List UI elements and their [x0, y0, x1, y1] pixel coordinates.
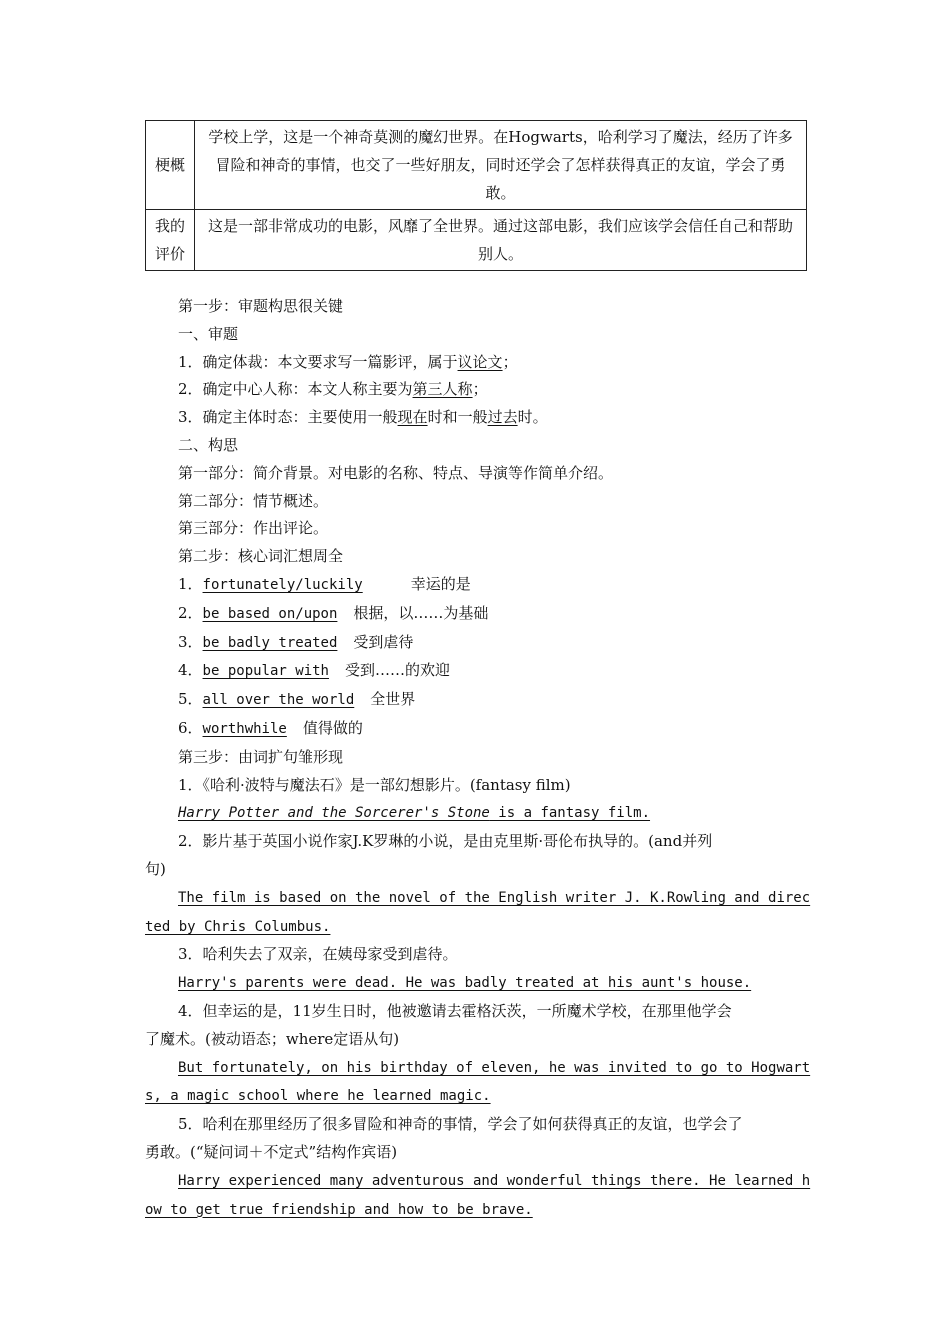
blank-answer: 第三人称	[412, 380, 473, 399]
vocab-cn: 幸运的是	[410, 574, 471, 593]
outline-part: 第二部分：情节概述。	[178, 491, 329, 510]
item-text: 2．确定中心人称：本文人称主要为	[178, 380, 413, 399]
row-label-text: 我的评价	[154, 217, 185, 263]
vocab-item	[145, 715, 807, 744]
sentence-en-text: But fortunately, on his birthday of eleven, he was invited to go to Hogwart	[178, 1059, 811, 1076]
sentence-cn-text: 句)	[145, 859, 166, 878]
section-heading: 一、审题	[178, 324, 239, 343]
sentence-cn	[145, 998, 807, 1026]
sentence-cn-text: 勇敢。(“疑问词＋不定式”结构作宾语)	[145, 1142, 398, 1161]
vocab-item	[145, 686, 807, 715]
vocab-item	[145, 571, 807, 600]
sentence-cn-text: 4．但幸运的是，11岁生日时，他被邀请去霍格沃茨，一所魔术学校，在那里他学会	[178, 1001, 732, 1020]
vocab-en: be based on/upon	[202, 605, 338, 622]
vocab-item	[145, 657, 807, 686]
list-item	[145, 349, 807, 377]
sentence-en	[145, 1082, 807, 1111]
list-item	[145, 404, 807, 432]
table-row	[146, 210, 807, 271]
sentence-cn-text: 3．哈利失去了双亲，在姨母家受到虐待。	[178, 945, 458, 964]
film-title: Harry Potter and the Sorcerer's Stone	[178, 805, 490, 822]
vocab-num: 3．	[178, 632, 203, 651]
sentence-cn-text: 5．哈利在那里经历了很多冒险和神奇的事情，学会了如何获得真正的友谊，也学会了	[178, 1115, 743, 1134]
vocab-num: 2．	[178, 603, 203, 622]
step1-title: 第一步：审题构思很关键	[178, 297, 344, 315]
vocab-en: be popular with	[202, 663, 329, 680]
sentence-en-text: Harry experienced many adventurous and wonderful things there. He learned h	[178, 1172, 811, 1189]
item-text: 3．确定主体时态：主要使用一般	[178, 408, 398, 427]
sentence-en-text: is a fantasy film.	[489, 805, 651, 822]
item-text: 时。	[517, 408, 548, 427]
sentence-en-text: Harry's parents were dead. He was badly treated at his aunt's house.	[178, 975, 752, 992]
vocab-en: be badly treated	[202, 634, 338, 651]
vocab-cn: 受到……的欢迎	[344, 661, 450, 680]
list-item	[145, 376, 807, 404]
sentence-en-text: The film is based on the novel of the English writer J. K.Rowling and direc	[178, 889, 811, 906]
row-content: 学校上学，这是一个神奇莫测的魔幻世界。在Hogwarts，哈利学习了魔法，经历了许多冒险和神奇的事情，也交了一些好朋友，同时还学会了怎样获得真正的友谊，学会了勇敢。	[195, 121, 807, 210]
sentence-en-text: ted by Chris Columbus.	[145, 918, 331, 935]
vocab-item	[145, 629, 807, 658]
document-page	[145, 120, 811, 1224]
row-label: 梗概	[146, 121, 195, 210]
vocab-num: 1．	[178, 574, 203, 593]
vocab-num: 5．	[178, 690, 203, 709]
summary-table	[145, 120, 807, 271]
vocab-en: fortunately/luckily	[202, 576, 363, 593]
item-text: 1．确定体裁：本文要求写一篇影评，属于	[178, 352, 458, 371]
sentence-cn	[145, 828, 807, 856]
step3-title: 第三步：由词扩句雏形现	[178, 747, 344, 766]
sentence-cn-text: 1．《哈利·波特与魔法石》是一部幻想影片。(fantasy film)	[178, 775, 571, 794]
blank-answer: 过去	[487, 408, 518, 427]
sentence-en	[145, 1167, 811, 1196]
section-heading: 二、构思	[178, 435, 239, 454]
outline-part: 第一部分：简介背景。对电影的名称、特点、导演等作简单介绍。	[178, 463, 614, 482]
row-content: 这是一部非常成功的电影，风靡了全世界。通过这部电影，我们应该学会信任自己和帮助别人。	[195, 210, 807, 271]
vocab-cn: 根据，以……为基础	[353, 603, 489, 622]
vocab-item	[145, 600, 807, 629]
vocab-num: 6．	[178, 718, 203, 737]
blank-answer: 议论文	[457, 352, 503, 371]
item-text: ；	[502, 352, 518, 371]
vocab-en: all over the world	[202, 692, 355, 709]
outline-part: 第三部分：作出评论。	[178, 519, 329, 538]
sentence-en	[145, 969, 807, 998]
document-body	[145, 293, 811, 1224]
item-text: ；	[472, 380, 488, 399]
step2-title: 第二步：核心词汇想周全	[178, 547, 344, 566]
vocab-cn: 全世界	[370, 690, 416, 709]
sentence-cn-text: 2．影片基于英国小说作家J.K罗琳的小说，是由克里斯·哥伦布执导的。(and并列	[178, 832, 713, 851]
vocab-cn: 受到虐待	[353, 632, 414, 651]
sentence-en	[145, 884, 811, 913]
sentence-cn	[145, 1026, 807, 1054]
table-row	[146, 121, 807, 210]
sentence-en	[145, 1054, 811, 1083]
sentence-cn	[145, 772, 807, 800]
sentence-en	[145, 799, 807, 828]
item-text: 时和一般	[427, 408, 488, 427]
sentence-cn	[145, 856, 807, 884]
vocab-en: worthwhile	[202, 720, 287, 737]
sentence-cn	[145, 1139, 807, 1167]
row-label	[146, 210, 195, 271]
sentence-en-text: ow to get true friendship and how to be brave.	[145, 1201, 533, 1218]
vocab-cn: 值得做的	[302, 718, 363, 737]
sentence-cn	[145, 941, 807, 969]
sentence-en-text: s, a magic school where he learned magic.	[145, 1088, 491, 1105]
sentence-cn	[145, 1111, 807, 1139]
sentence-en	[145, 1196, 807, 1225]
blank-answer: 现在	[397, 408, 428, 427]
sentence-cn-text: 了魔术。(被动语态；where定语从句)	[145, 1029, 400, 1048]
vocab-num: 4．	[178, 661, 203, 680]
sentence-en	[145, 913, 807, 942]
